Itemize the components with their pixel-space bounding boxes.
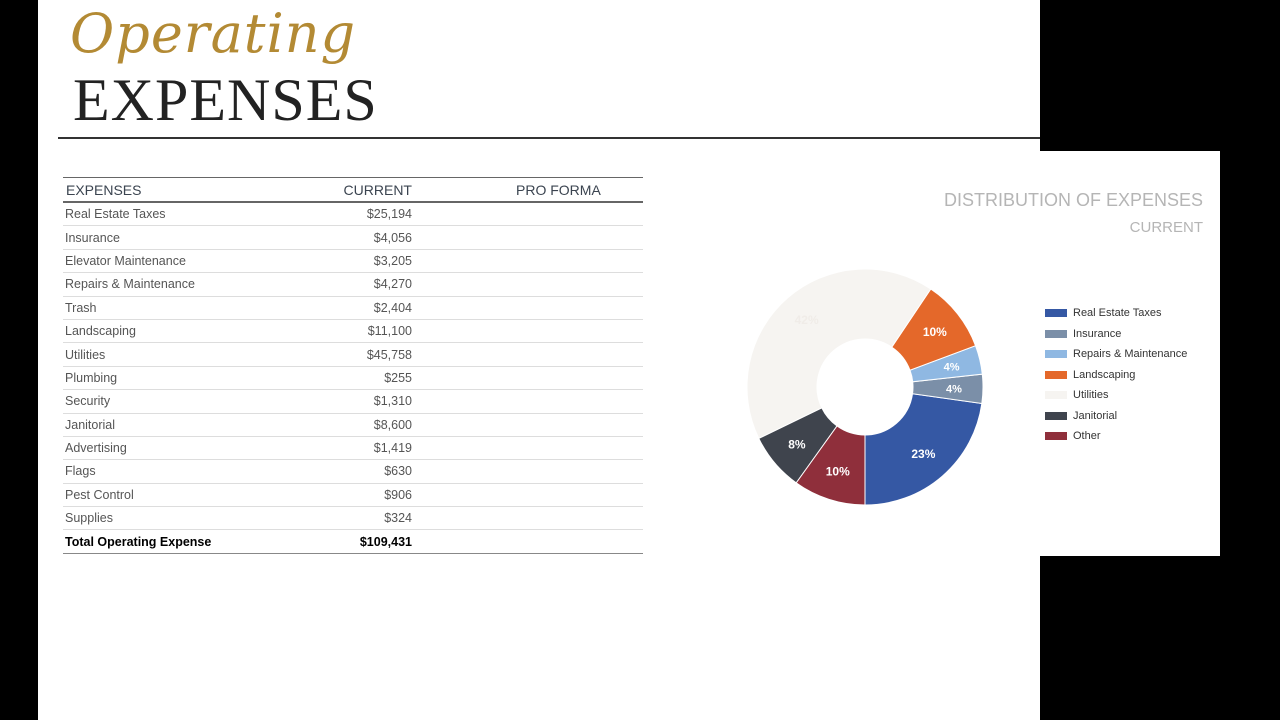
expenses-table [63, 177, 643, 554]
donut-chart [740, 262, 990, 512]
table-row [63, 413, 643, 436]
current-value-cell: $45,758 [313, 343, 432, 366]
expense-name-cell: Real Estate Taxes [63, 202, 313, 226]
pro-forma-cell [432, 413, 643, 436]
current-value-cell: $906 [313, 483, 432, 506]
table-row [63, 226, 643, 249]
table-row [63, 507, 643, 530]
legend-swatch [1045, 412, 1067, 420]
pro-forma-cell [432, 436, 643, 459]
title-divider [58, 137, 1040, 139]
current-value-cell: $11,100 [313, 319, 432, 342]
legend-item [1045, 303, 1187, 324]
slice-label: 10% [922, 324, 947, 339]
pro-forma-cell [432, 273, 643, 296]
expense-name-cell: Advertising [63, 436, 313, 459]
expense-name-cell: Plumbing [63, 366, 313, 389]
expense-name-cell: Trash [63, 296, 313, 319]
legend-label: Utilities [1073, 389, 1109, 402]
slice-label: 4% [943, 361, 960, 374]
table-row [63, 483, 643, 506]
table-row [63, 390, 643, 413]
expense-name-cell: Janitorial [63, 413, 313, 436]
pro-forma-cell [432, 249, 643, 272]
current-value-cell: $8,600 [313, 413, 432, 436]
table-row [63, 296, 643, 319]
current-value-cell: $3,205 [313, 249, 432, 272]
expense-name-cell: Flags [63, 460, 313, 483]
legend-item [1045, 385, 1187, 406]
pro-forma-cell [432, 319, 643, 342]
legend-swatch [1045, 350, 1067, 358]
slice-label: 42% [794, 312, 819, 327]
expense-name-cell: Total Operating Expense [63, 530, 313, 553]
expense-name-cell: Elevator Maintenance [63, 249, 313, 272]
expense-name-cell: Security [63, 390, 313, 413]
legend-swatch [1045, 371, 1067, 379]
legend-label: Janitorial [1073, 409, 1118, 422]
table-row [63, 273, 643, 296]
page-title: EXPENSES [73, 67, 378, 133]
pro-forma-cell [432, 226, 643, 249]
legend-label: Insurance [1073, 327, 1122, 340]
expense-name-cell: Utilities [63, 343, 313, 366]
header-expenses: EXPENSES [63, 178, 313, 203]
slice-label: 23% [911, 447, 936, 462]
legend-item [1045, 324, 1187, 345]
chart-title: DISTRIBUTION OF EXPENSES [943, 190, 1203, 210]
table-row [63, 366, 643, 389]
table-row [63, 343, 643, 366]
expense-name-cell: Repairs & Maintenance [63, 273, 313, 296]
legend-label: Landscaping [1073, 368, 1136, 381]
pro-forma-cell [432, 202, 643, 226]
legend-swatch [1045, 330, 1067, 338]
title-script: Operating [70, 2, 357, 65]
legend-item [1045, 344, 1187, 365]
legend-label: Other [1073, 430, 1101, 443]
total-row [63, 530, 643, 553]
legend-swatch [1045, 432, 1067, 440]
table-header-row [63, 178, 643, 203]
slice-label: 4% [946, 383, 962, 396]
pro-forma-cell [432, 530, 643, 553]
header-current: CURRENT [313, 178, 432, 203]
pro-forma-cell [432, 483, 643, 506]
table-row [63, 460, 643, 483]
chart-legend [1045, 303, 1187, 447]
pro-forma-cell [432, 390, 643, 413]
current-value-cell: $2,404 [313, 296, 432, 319]
pro-forma-cell [432, 507, 643, 530]
current-value-cell: $324 [313, 507, 432, 530]
current-value-cell: $25,194 [313, 202, 432, 226]
chart-subtitle: CURRENT [1129, 219, 1203, 236]
expense-name-cell: Pest Control [63, 483, 313, 506]
legend-label: Repairs & Maintenance [1073, 348, 1188, 361]
expense-name-cell: Insurance [63, 226, 313, 249]
pro-forma-cell [432, 366, 643, 389]
pro-forma-cell [432, 460, 643, 483]
pro-forma-cell [432, 296, 643, 319]
header-pro-forma: PRO FORMA [432, 178, 643, 203]
table-row [63, 319, 643, 342]
pro-forma-cell [432, 343, 643, 366]
expense-name-cell: Landscaping [63, 319, 313, 342]
table-row [63, 436, 643, 459]
legend-item [1045, 406, 1187, 427]
legend-label: Real Estate Taxes [1073, 307, 1162, 320]
table-row [63, 249, 643, 272]
expense-name-cell: Supplies [63, 507, 313, 530]
legend-swatch [1045, 309, 1067, 317]
current-value-cell: $109,431 [313, 530, 432, 553]
current-value-cell: $255 [313, 366, 432, 389]
current-value-cell: $4,270 [313, 273, 432, 296]
legend-swatch [1045, 391, 1067, 399]
slice-label: 8% [788, 437, 806, 452]
legend-item [1045, 426, 1187, 447]
current-value-cell: $1,419 [313, 436, 432, 459]
table-row [63, 202, 643, 226]
current-value-cell: $630 [313, 460, 432, 483]
current-value-cell: $4,056 [313, 226, 432, 249]
current-value-cell: $1,310 [313, 390, 432, 413]
slice-label: 10% [825, 464, 850, 479]
legend-item [1045, 365, 1187, 386]
